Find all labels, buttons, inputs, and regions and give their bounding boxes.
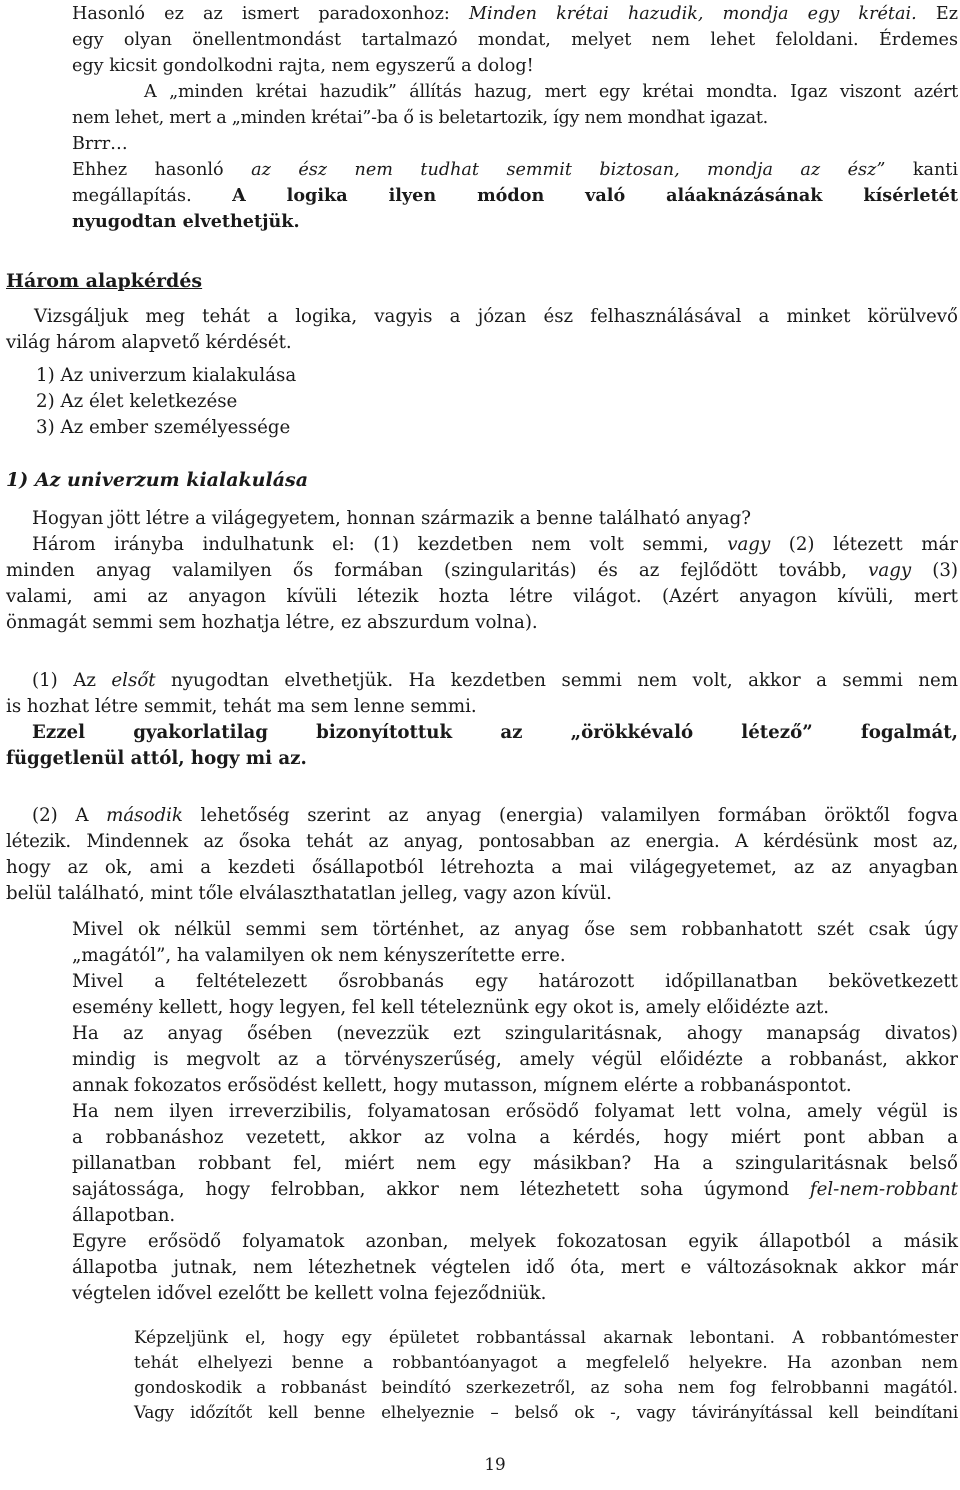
text-line: tehát elhelyezi benne a robbantóanyagot a megfelelő helyekre. Ha azonban nem [134, 1352, 958, 1372]
text-line: Vizsgáljuk meg tehát a logika, vagyis a józan ész felhasználásával a minket körülvevő [34, 306, 958, 327]
text-run: Három irányba indulhatunk el: (1) kezdetben nem volt semmi, [32, 534, 728, 555]
text-line: világ három alapvető kérdését. [6, 332, 292, 353]
text-line: Ezzel gyakorlatilag bizonyítottuk az „örökkévaló létező” fogalmát, [32, 722, 958, 743]
text-line: Képzeljünk el, hogy egy épületet robbantással akarnak lebontani. A robbantómester [134, 1327, 958, 1347]
text-run: sajátossága, hogy felrobban, akkor nem létezhetett soha úgymond [72, 1179, 810, 1200]
text-line [6, 558, 958, 584]
text-line [72, 1, 958, 27]
text-run: (1) Az [32, 670, 112, 691]
text-run: megállapítás. [72, 186, 233, 206]
list-item [36, 363, 296, 389]
text-line: A „minden krétai hazudik” állítás hazug, mert egy krétai mondta. Igaz viszont azért [144, 82, 958, 102]
text-line: egy kicsit gondolkodni rajta, nem egyszerű a dolog! [72, 56, 534, 76]
list-item-text: Az univerzum kialakulása [60, 365, 297, 386]
text-run: minden anyag valamilyen ős formában (szingularitás) és az fejlődött tovább, [6, 560, 869, 581]
text-line: a robbanáshoz vezetett, akkor az volna a kérdés, hogy miért pont abban a [72, 1127, 958, 1148]
text-line: végtelen idővel ezelőtt be kellett volna fejeződniük. [72, 1283, 547, 1304]
text-line: annak fokozatos erősödést kellett, hogy mutasson, mígnem elérte a robbanáspontot. [72, 1075, 852, 1096]
list-number: 2) [36, 391, 55, 412]
list-item [36, 389, 296, 415]
indented-argument-block [72, 917, 958, 1307]
italic-word: második [106, 805, 183, 826]
text-line: Egyre erősödő folyamatok azonban, melyek fokozatosan egyik állapotból a másik [72, 1231, 958, 1252]
subsection-heading-text: 1) Az univerzum kialakulása [6, 469, 309, 491]
text-line: mindig is megvolt az a törvényszerűség, amely végül előidézte a robbanást, akkor [72, 1049, 958, 1070]
text-run: (2) létezett már [770, 534, 958, 555]
text-line [6, 803, 958, 829]
list-item-text: Az ember személyessége [60, 417, 291, 438]
italic-word: vagy [868, 560, 912, 581]
text-line: létezik. Mindennek az ősoka tehát az anyag, pontosabban az energia. A kérdésünk most az, [6, 831, 958, 852]
text-line [6, 532, 958, 558]
paragraph-origin-question [6, 506, 958, 636]
paragraph-second-option [6, 803, 958, 907]
text-line: is hozhat létre semmit, tehát ma sem lenne semmi. [6, 696, 477, 717]
text-line: Hogyan jött létre a világegyetem, honnan származik a benne található anyag? [32, 508, 751, 529]
text-run: (2) A [32, 805, 107, 826]
text-line: nem lehet, mert a „minden krétai”-ba ő is beletartozik, így nem mondhat igazat. [72, 108, 768, 128]
italic-word: vagy [727, 534, 771, 555]
text-line [72, 183, 958, 209]
italic-word: elsőt [111, 670, 156, 691]
text-line: gondoskodik a robbanást beindító szerkezetről, az soha nem fog felrobbanni magától. [134, 1377, 958, 1397]
text-line: függetlenül attól, hogy mi az. [6, 748, 307, 769]
example-block [134, 1325, 958, 1425]
text-line: Mivel ok nélkül semmi sem történhet, az anyag őse sem robbanhatott szét csak úgy [72, 919, 958, 940]
text-line: esemény kellett, hogy legyen, fel kell tételeznünk egy okot is, amely előidézte azt. [72, 997, 830, 1018]
paragraph-paradox-explanation [72, 79, 958, 235]
text-run: Ez [916, 4, 958, 24]
paragraph-three-questions-intro [6, 304, 958, 356]
section-heading: Három alapkérdés [6, 270, 203, 292]
italic-word: fel-nem-robbant [809, 1179, 958, 1200]
page-number: 19 [484, 1454, 506, 1474]
text-line [72, 157, 958, 183]
text-run: Ehhez hasonló [72, 160, 252, 180]
list-number: 1) [36, 365, 55, 386]
text-line [72, 1177, 958, 1203]
text-line: hogy az ok, ami a kezdeti ősállapotból létrehozta a mai világegyetemet, az az anyagban [6, 857, 958, 878]
list-number: 3) [36, 417, 55, 438]
text-line: állapotba jutnak, nem létezhetnek végtelen idő óta, mert e változásoknak akkor már [72, 1257, 958, 1278]
text-run: (3) [911, 560, 958, 581]
text-run: kanti [885, 160, 959, 180]
paragraph-cretan-paradox [72, 1, 958, 79]
text-line: Ha az anyag ősében (nevezzük ezt szingularitásnak, ahogy manapság divatos) [72, 1023, 958, 1044]
text-line: „magától”, ha valamilyen ok nem kényszerítette erre. [72, 945, 566, 966]
text-run: Hasonló ez az ismert paradoxonhoz: [72, 4, 469, 24]
list-item [36, 415, 296, 441]
text-line: Brrr… [72, 134, 128, 154]
text-line: pillanatban robbant fel, miért nem egy másikban? Ha a szingularitásnak belső [72, 1153, 958, 1174]
italic-quote: Minden krétai hazudik, mondja egy krétai. [468, 4, 917, 24]
text-line: egy olyan önellentmondást tartalmazó mondat, melyet nem lehet feloldani. Érdemes [72, 30, 958, 50]
text-line: nyugodtan elvethetjük. [72, 211, 300, 232]
italic-quote: az ész nem tudhat semmit biztosan, mondja az ész” [251, 160, 886, 180]
text-line: állapotban. [72, 1205, 176, 1226]
paragraph-first-option [6, 668, 958, 772]
text-line: önmagát semmi sem hozhatja létre, ez abszurdum volna). [6, 612, 538, 633]
question-list [36, 363, 296, 441]
text-line: valami, ami az anyagon kívüli létezik hozta létre világot. (Azért anyagon kívüli, mert [6, 586, 958, 607]
text-run: lehetőség szerint az anyag (energia) valamilyen formában öröktől fogva [182, 805, 958, 826]
text-line: Ha nem ilyen irreverzibilis, folyamatosan erősödő folyamat lett volna, amely végül is [72, 1101, 958, 1122]
list-item-text: Az élet keletkezése [60, 391, 238, 412]
text-line: belül található, mint tőle elválaszthatatlan jelleg, vagy azon kívül. [6, 883, 612, 904]
text-line: Mivel a feltételezett ősrobbanás egy határozott időpillanatban bekövetkezett [72, 971, 958, 992]
subsection-heading [6, 467, 308, 493]
text-line: Vagy időzítőt kell benne elhelyeznie – belső ok -, vagy távirányítással kell beindítani [134, 1402, 958, 1422]
text-run: nyugodtan elvethetjük. Ha kezdetben semmi nem volt, akkor a semmi nem [155, 670, 958, 691]
bold-conclusion: A logika ilyen módon való aláaknázásának kísérletét [232, 185, 958, 206]
text-line [6, 668, 958, 694]
